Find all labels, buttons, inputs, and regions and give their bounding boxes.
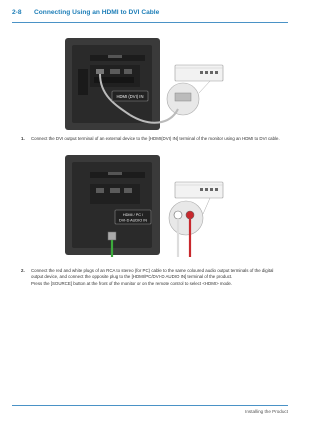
hdmi-dvi-connection-illustration [60,35,230,135]
header-divider [12,22,288,23]
audio-in-jack [108,232,116,240]
step-text: Connect the DVI output terminal of an external device to the [HDMI(DVI) IN] terminal of the monitor using an HDMI to DVI cable. [31,136,280,141]
step-text-line2: Press the [SOURCE] button at the front of the monitor or on the remote control to select <HDMI> mode. [31,280,233,286]
footer-divider [12,405,288,406]
audio-rca-connection-illustration [60,152,230,262]
rca-zoom-callout [169,201,203,235]
step-text-line1: Connect the red and white plugs of an RCA to stereo (for PC) cable to the same coloured audio output terminals of the digital output device, and connect the opposite plug to the [HDMI/PC/DVI-D AUDIO IN] terminal of the product. [31,268,274,280]
section-title: Connecting Using an HDMI to DVI Cable [34,9,160,16]
instruction-step-2 [21,268,283,287]
port-label-hdmi-dvi-in: HDMI (DVI) IN [116,94,144,99]
section-header [12,9,288,16]
step-number: 2. [21,268,25,273]
hdmi-port [96,69,104,74]
white-rca-jack [174,211,182,219]
footer-text: Installing the Product [245,409,288,414]
section-number: 2-8 [12,9,22,16]
red-rca-jack [186,211,194,219]
step-number: 1. [21,136,25,141]
port-label-audio-in-line2: DVI-D AUDIO IN [118,218,148,223]
port-label-audio-in-line1: HDMI / PC / [122,213,144,217]
instruction-step-1 [21,136,283,142]
dvi-port [175,93,191,101]
